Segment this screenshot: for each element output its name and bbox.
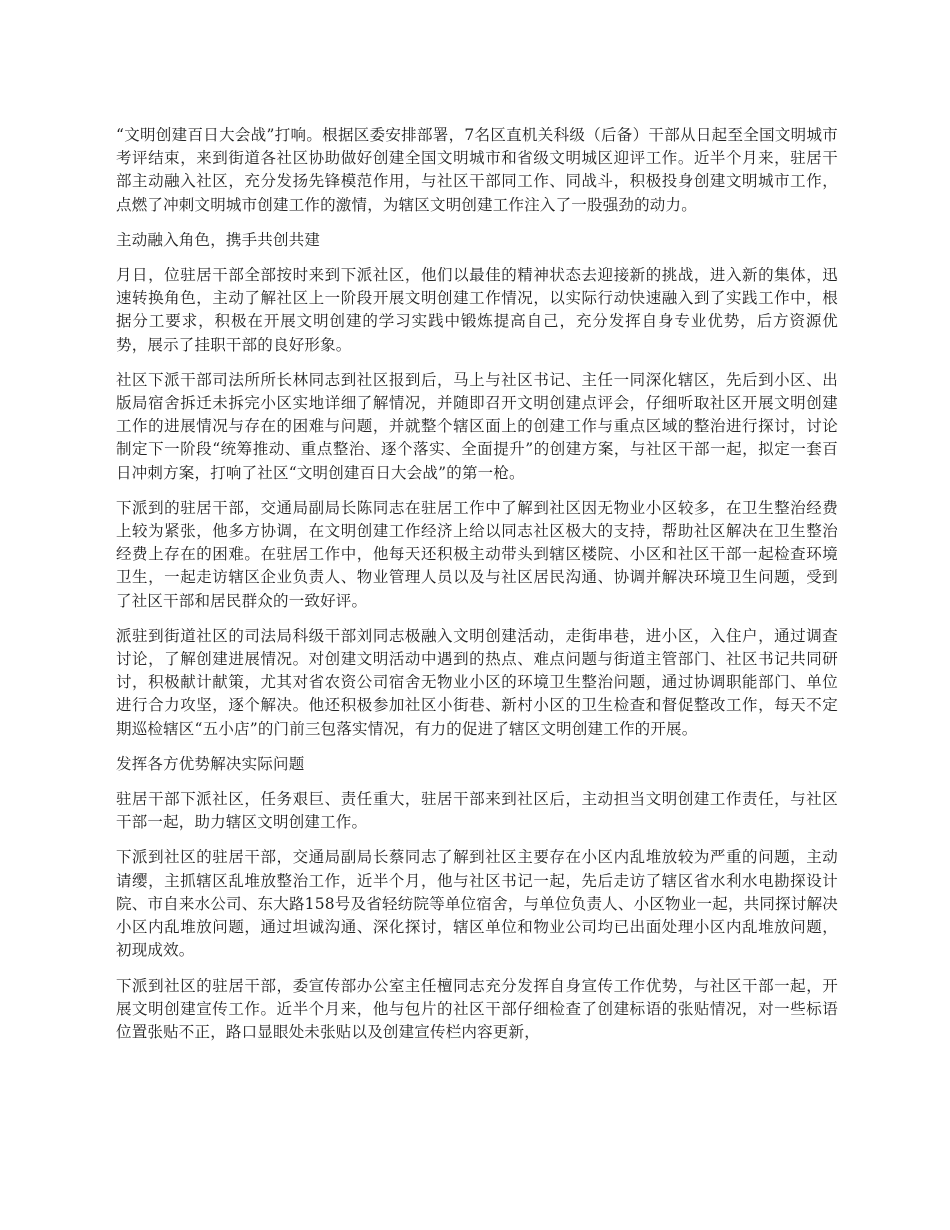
paragraph: 驻居干部下派社区，任务艰巨、责任重大，驻居干部来到社区后，主动担当文明创建工作责任，与社区干部一起，助力辖区文明创建工作。 <box>116 790 838 832</box>
paragraph-intro: “文明创建百日大会战”打响。根据区委安排部署，7名区直机关科级（后备）干部从日起至全国文明城市考评结束，来到街道各社区协助做好创建全国文明城市和省级文明城区迎评工作。近半个月来，驻居干部主动融入社区，充分发扬先锋模范作用，与社区干部同工作、同战斗，积极投身创建文明城市工作，点燃了冲刺文明城市创建工作的激情，为辖区文明创建工作注入了一股强劲的动力。 <box>116 126 838 214</box>
paragraph: 下派到的驻居干部，交通局副局长陈同志在驻居工作中了解到社区因无物业小区较多，在卫生整治经费上较为紧张，他多方协调，在文明创建工作经济上给以同志社区极大的支持，帮助社区解决在卫生整治经费上存在的困难。在驻居工作中，他每天还积极主动带头到辖区楼院、小区和社区干部一起检查环境卫生，一起走访辖区企业负责人、物业管理人员以及与社区居民沟通、协调并解决环境卫生问题，受到了社区干部和居民群众的一致好评。 <box>116 498 838 610</box>
paragraph: 派驻到街道社区的司法局科级干部刘同志极融入文明创建活动，走街串巷，进小区，入住户，通过调查讨论，了解创建进展情况。对创建文明活动中遇到的热点、难点问题与街道主管部门、社区书记共同研讨，积极献计献策，尤其对省农资公司宿舍无物业小区的环境卫生整治问题，通过协调职能部门、单位进行合力攻坚，逐个解决。他还积极参加社区小街巷、新村小区的卫生检查和督促整改工作，每天不定期巡检辖区“五小店”的门前三包落实情况，有力的促进了辖区文明创建工作的开展。 <box>116 626 838 738</box>
paragraph: 社区下派干部司法所所长林同志到社区报到后，马上与社区书记、主任一同深化辖区，先后到小区、出版局宿舍拆迁未拆完小区实地详细了解情况，并随即召开文明创建点评会，仔细听取社区开展文明创建工作的进展情况与存在的困难与问题，并就整个辖区面上的创建工作与重点区域的整治进行探讨，讨论制定下一阶段“统筹推动、重点整治、逐个落实、全面提升”的创建方案，与社区干部一起，拟定一套百日冲刺方案，打响了社区“文明创建百日大会战”的第一枪。 <box>116 370 838 482</box>
paragraph: 下派到社区的驻居干部，委宣传部办公室主任檀同志充分发挥自身宣传工作优势，与社区干部一起，开展文明创建宣传工作。近半个月来，他与包片的社区干部仔细检查了创建标语的张贴情况，对一些标语位置张贴不正，路口显眼处未张贴以及创建宣传栏内容更新， <box>116 976 838 1041</box>
document-body <box>116 124 838 1056</box>
paragraph: 下派到社区的驻居干部，交通局副局长蔡同志了解到社区主要存在小区内乱堆放较为严重的问题，主动请缨，主抓辖区乱堆放整治工作，近半个月，他与社区书记一起，先后走访了辖区省水利水电勘探设计院、市自来水公司、东大路158号及省轻纺院等单位宿舍，与单位负责人、小区物业一起，共同探讨解决小区内乱堆放问题，通过坦诚沟通、深化探讨，辖区单位和物业公司均已出面处理小区内乱堆放问题，初现成效。 <box>116 848 838 960</box>
section-heading-2: 发挥各方优势解决实际问题 <box>116 754 305 773</box>
section-heading-1: 主动融入角色，携手共创共建 <box>116 230 321 249</box>
paragraph: 月日，位驻居干部全部按时来到下派社区，他们以最佳的精神状态去迎接新的挑战，进入新的集体，迅速转换角色，主动了解社区上一阶段开展文明创建工作情况，以实际行动快速融入到了实践工作中，根据分工要求，积极在开展文明创建的学习实践中锻炼提高自己，充分发挥自身专业优势，后方资源优势，展示了挂职干部的良好形象。 <box>116 266 838 354</box>
